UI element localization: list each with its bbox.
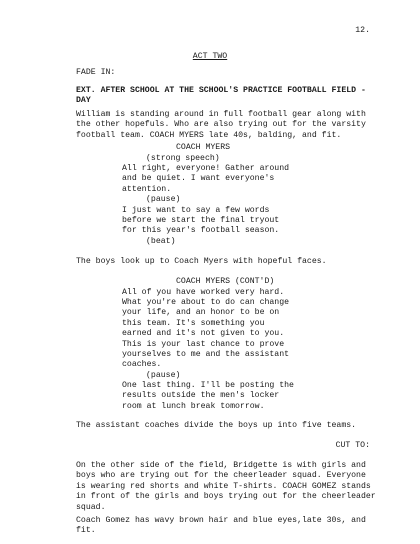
action-paragraph-5: Coach Gomez has wavy brown hair and blue eyes,late 30s, and fit. (76, 516, 366, 536)
character-cue-2: COACH MYERS (CONT'D) (176, 277, 275, 286)
transition-fade-in: FADE IN: (76, 68, 116, 77)
parenthetical-3: (beat) (146, 236, 176, 246)
parenthetical-2: (pause) (146, 195, 181, 204)
dialogue-1b: I just want to say a few words before we start the final tryout for this year's football season. (122, 205, 280, 236)
action-paragraph-3: The assistant coaches divide the boys up into five teams. (76, 421, 357, 430)
parenthetical-1: (strong speech) (146, 153, 220, 163)
dialogue-2b: One last thing. I'll be posting the results outside the men's locker room at lunch break tomorrow. (122, 381, 294, 411)
dialogue-1a: All right, everyone! Gather around and be quiet. I want everyone's attention. (122, 164, 290, 194)
action-paragraph-2: The boys look up to Coach Myers with hopeful faces. (76, 257, 327, 266)
parenthetical-4: (pause) (146, 370, 181, 380)
scene-heading: EXT. AFTER SCHOOL AT THE SCHOOL'S PRACTICE FOOTBALL FIELD - DAY (76, 86, 366, 106)
transition-cut-to: CUT TO: (335, 441, 370, 450)
act-heading: ACT TWO (192, 52, 228, 61)
page-number: 12. (355, 26, 370, 35)
character-cue-1: COACH MYERS (176, 143, 231, 152)
action-paragraph-1: William is standing around in full football gear along with the other hopefuls. Who are also trying out for the varsity football team. COACH MYERS late 40s, balding, and fit. (76, 110, 366, 140)
action-paragraph-4: On the other side of the field, Bridgette is with girls and boys who are trying out for the cheerleader squad. Everyone is wearing red shorts and white T-shirts. COACH GOMEZ stands in front of the girls and boys trying out for the cheerleader squad. (76, 461, 376, 512)
dialogue-2a: All of you have worked very hard. What you're about to do can change your life, and an honor to be on this team. It's something you earned and it's not given to you. This is your last chance to prove yourselves to me and the assistant coaches. (122, 287, 290, 370)
